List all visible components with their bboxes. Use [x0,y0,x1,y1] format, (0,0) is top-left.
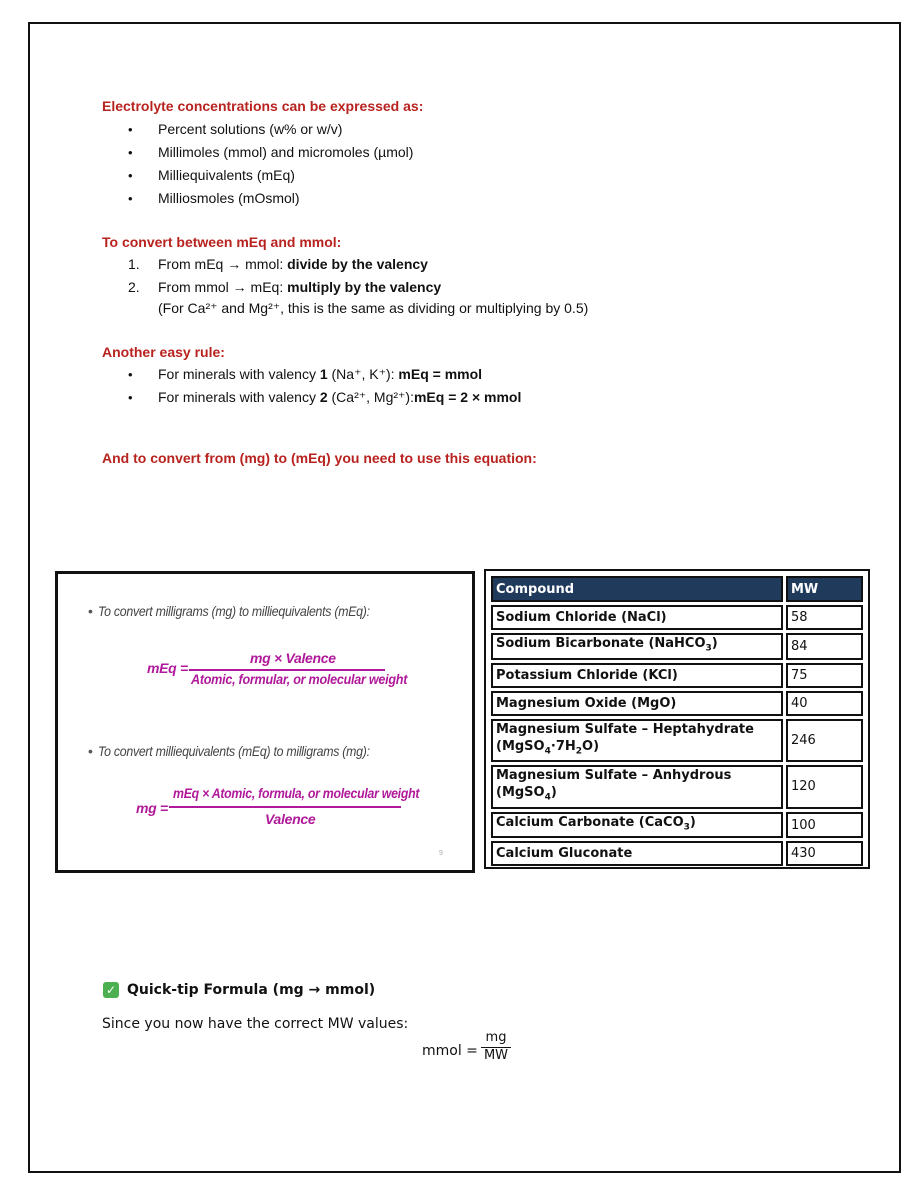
table-header-row [491,576,863,602]
compound-cell: Calcium Gluconate [491,841,783,866]
table-row [491,765,863,809]
section-heading-convert: To convert between mEq and mmol: [102,234,342,250]
compound-cell: Magnesium Sulfate – Anhydrous (MgSO$_4$) [491,765,783,809]
compound-cell: Sodium Chloride (NaCl) [491,605,783,630]
quick-tip-text: Since you now have the correct MW values: [102,1016,409,1032]
compound-cell [491,633,783,660]
compound-cell: Magnesium Oxide (MgO) [491,691,783,716]
easy-rule-list [128,363,521,409]
mw-cell: 40 [786,691,863,716]
formula-1-numerator: mg × Valence [250,650,336,666]
mw-cell: 84 [786,633,863,660]
table-row [491,841,863,866]
table-row [491,719,863,763]
table-row [491,663,863,688]
expression-list [128,118,413,210]
check-icon: ✓ [103,982,119,998]
mmol-fraction [481,1030,511,1063]
bullet: • [88,603,93,619]
formula-instruction-1: To convert milligrams (mg) to milliequivalents (mEq): [98,603,370,619]
formula-slide [55,571,475,873]
conversion-steps [128,253,441,299]
mmol-equation-lhs: mmol = [422,1043,478,1059]
table-row [491,691,863,716]
molecular-weight-table [484,569,870,869]
formula-instruction-2: To convert milliequivalents (mEq) to milligrams (mg): [98,743,370,759]
column-header-mw: MW [786,576,863,602]
list-item: • For minerals with valency 2 (Ca²⁺, Mg²⁺):mEq = 2 × mmol [128,389,522,405]
formula-2-numerator: mEq × Atomic, formula, or molecular weight [173,785,420,801]
compound-text: Sodium Bicarbonate (NaHCO$_3$) [496,636,718,654]
formula-2-lhs: mg = [136,800,168,816]
fraction-numerator: mg [481,1030,511,1048]
list-item: • Milliosmoles (mOsmol) [128,190,300,206]
compound-cell: Magnesium Sulfate – Heptahydrate $(MgSO_4\cdot 7H_2O)$ [491,719,783,763]
mw-table [488,573,866,869]
bullet: • [88,743,93,759]
list-item: • For minerals with valency 1 (Na⁺, K⁺): mEq = mmol [128,366,483,382]
slide-page-number: 9 [439,850,443,857]
section-heading-expressed: Electrolyte concentrations can be expressed as: [102,98,424,114]
valency-note: (For Ca²⁺ and Mg²⁺, this is the same as dividing or multiplying by 0.5) [158,300,589,316]
table-row [491,812,863,839]
list-item: 1. From mEq → mmol: divide by the valency [128,256,428,272]
list-item: • Percent solutions (w% or w/v) [128,121,343,137]
list-item: • Milliequivalents (mEq) [128,167,295,183]
list-item: • Millimoles (mmol) and micromoles (µmol) [128,144,414,160]
compound-cell: Potassium Chloride (KCl) [491,663,783,688]
mw-cell: 430 [786,841,863,866]
compound-cell: Calcium Carbonate (CaCO$_3$) [491,812,783,839]
quick-tip-title: Quick-tip Formula (mg → mmol) [127,982,376,998]
fraction-bar [169,806,401,808]
mw-cell: 120 [786,765,863,809]
table-row [491,633,863,660]
list-item: 2. From mmol → mEq: multiply by the valency [128,279,442,295]
mw-cell: 58 [786,605,863,630]
fraction-denominator: MW [483,1048,509,1063]
table-row [491,605,863,630]
mw-cell: 100 [786,812,863,839]
column-header-compound: Compound [491,576,783,602]
formula-2-denominator: Valence [265,811,316,827]
formula-1-lhs: mEq = [147,660,188,676]
section-heading-equation: And to convert from (mg) to (mEq) you need to use this equation: [102,450,537,466]
formula-1-denominator: Atomic, formular, or molecular weight [191,671,408,687]
mw-cell: 246 [786,719,863,763]
section-heading-easy-rule: Another easy rule: [102,344,225,360]
mw-cell: 75 [786,663,863,688]
